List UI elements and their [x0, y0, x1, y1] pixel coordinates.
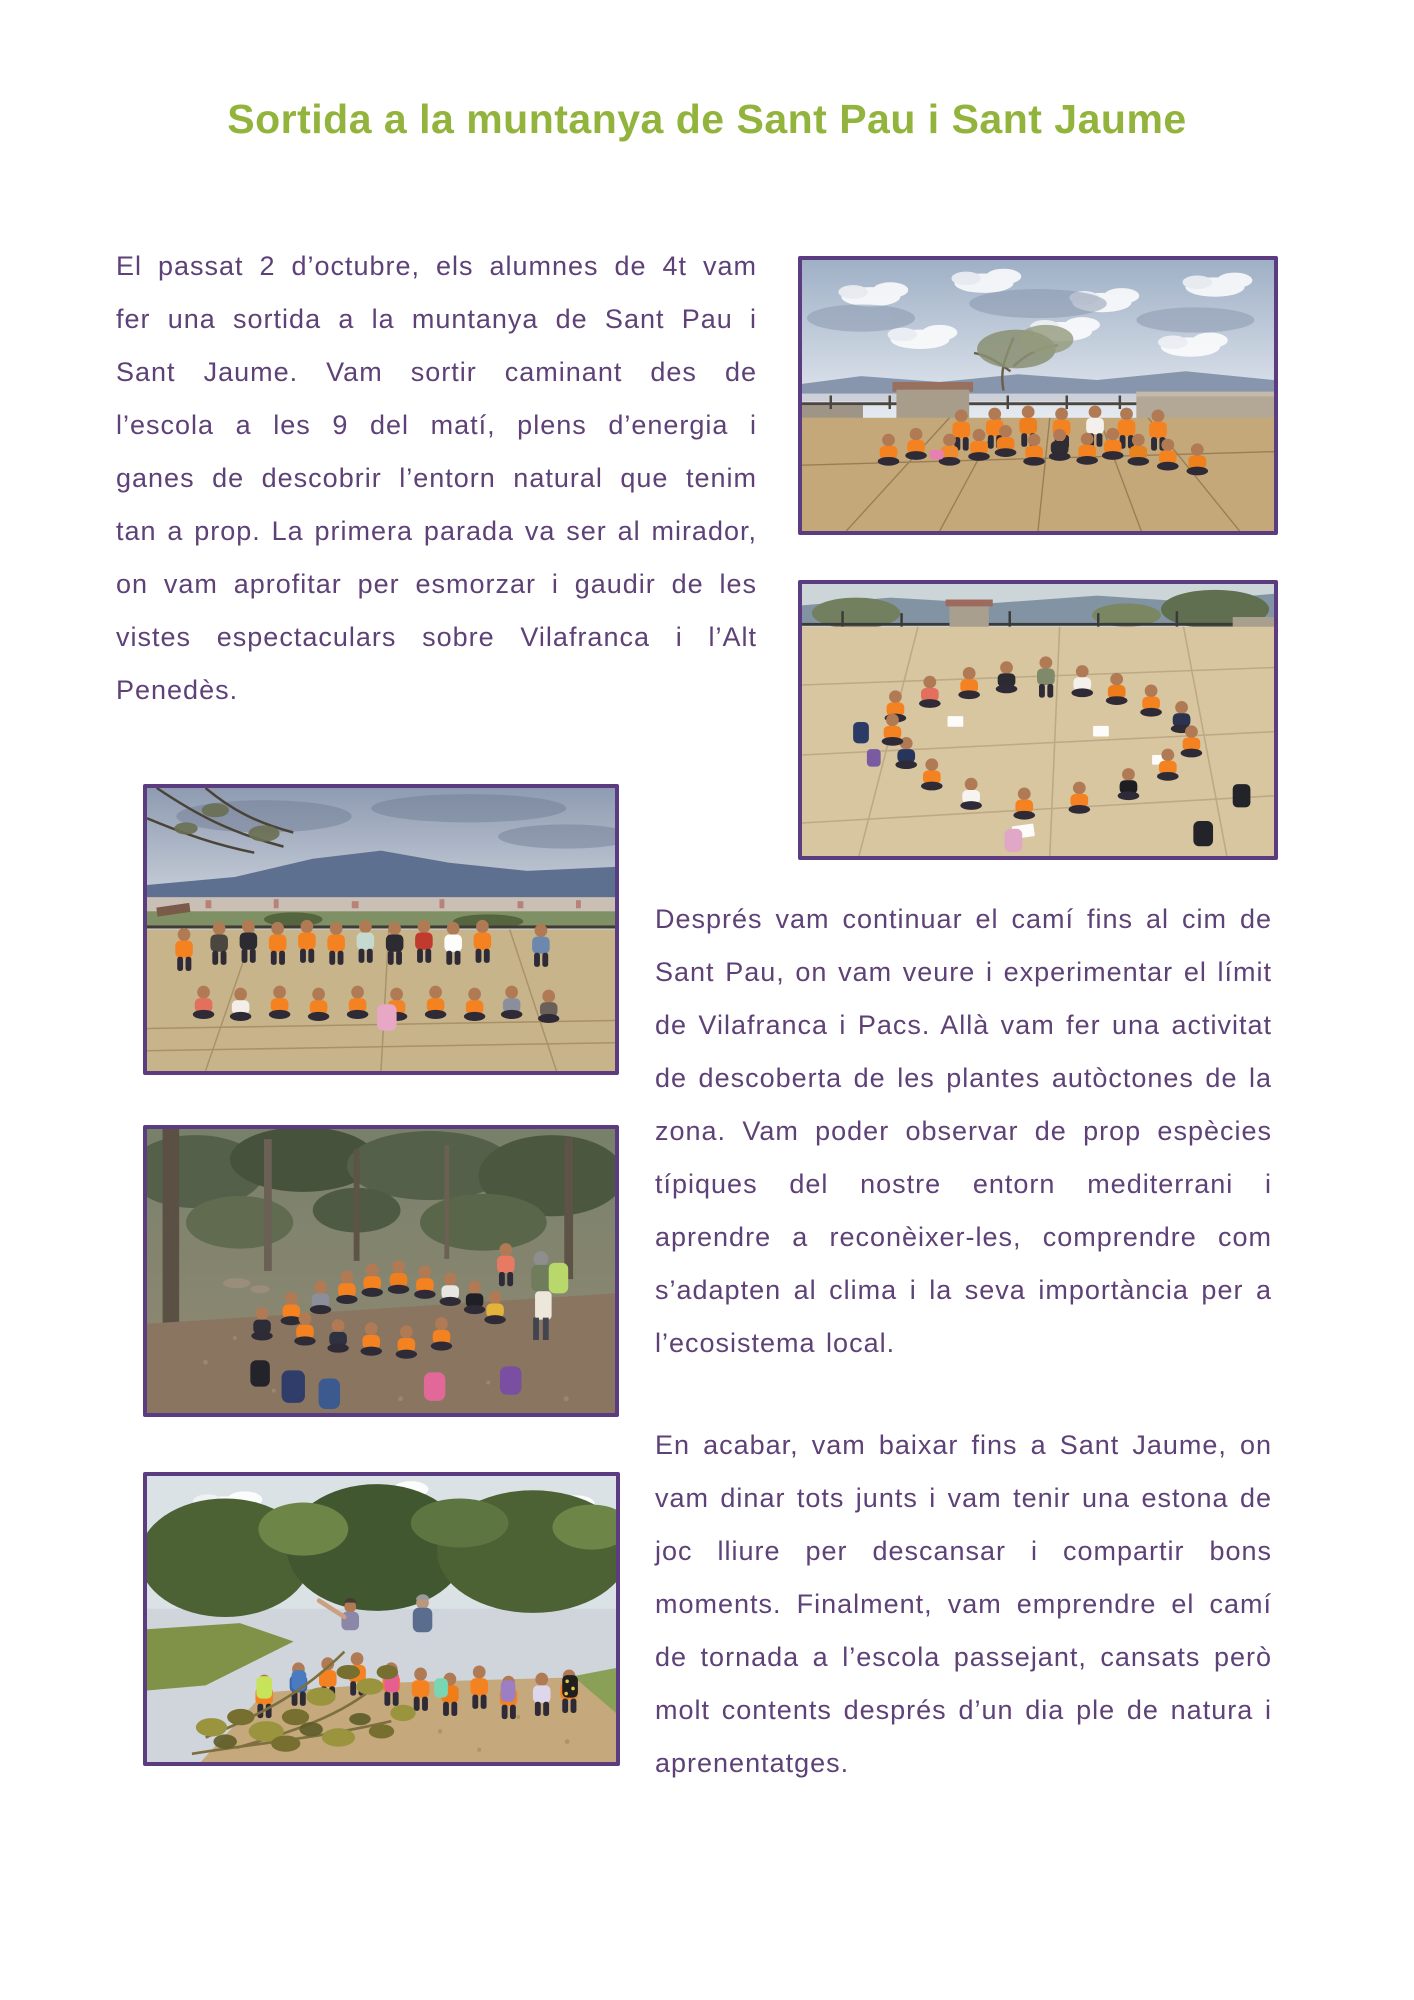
article-paragraph-2: Després vam continuar el camí fins al cim de Sant Pau, on vam veure i experimentar el límit de Vilafranca i Pacs. Allà vam fer una activitat de descoberta de les plantes autòctones de la zona. Vam poder observar de prop espècies típiques del nostre entorn mediterrani i aprendre a reconèixer-les, comprendre com s’adapten al clima i la seva importància per a l’ecosistema local.	[655, 904, 1272, 1358]
page-title: Sortida a la muntanya de Sant Pau i Sant Jaume	[227, 96, 1187, 142]
photo-terrace-group-illustration	[802, 260, 1274, 531]
photo-terrace-group	[798, 256, 1278, 535]
article-paragraph-3: En acabar, vam baixar fins a Sant Jaume, on vam dinar tots junts i vam tenir una estona de joc lliure per descansar i compartir bons moments. Finalment, vam emprendre el camí de tornada a l’escola passejant, cansats però molt contents després d’un dia ple de natura i aprenentatges.	[655, 1430, 1272, 1778]
article-paragraph-1: El passat 2 d’octubre, els alumnes de 4t vam fer una sortida a la muntanya de Sant Pau i Sant Jaume. Vam sortir caminant des de l’escola a les 9 del matí, plens d’energia i ganes de descobrir l’entorn natural que tenim tan a prop. La primera parada va ser al mirador, on vam aprofitar per esmorzar i gaudir de les vistes espectaculars sobre Vilafranca i l’Alt Penedès.	[116, 251, 757, 705]
photo-forest-circle	[143, 1125, 619, 1417]
photo-terrace-activity-circle	[798, 580, 1278, 860]
photo-forest-circle-illustration	[147, 1129, 615, 1413]
photo-vineyard-walk-illustration	[147, 1476, 616, 1762]
photo-mirador-group-vilafranca	[143, 784, 619, 1075]
photo-terrace-activity-illustration	[802, 584, 1274, 856]
photo-vineyard-walk	[143, 1472, 620, 1766]
photo-mirador-group-illustration	[147, 788, 615, 1071]
stitch-backpack	[377, 1004, 397, 1030]
